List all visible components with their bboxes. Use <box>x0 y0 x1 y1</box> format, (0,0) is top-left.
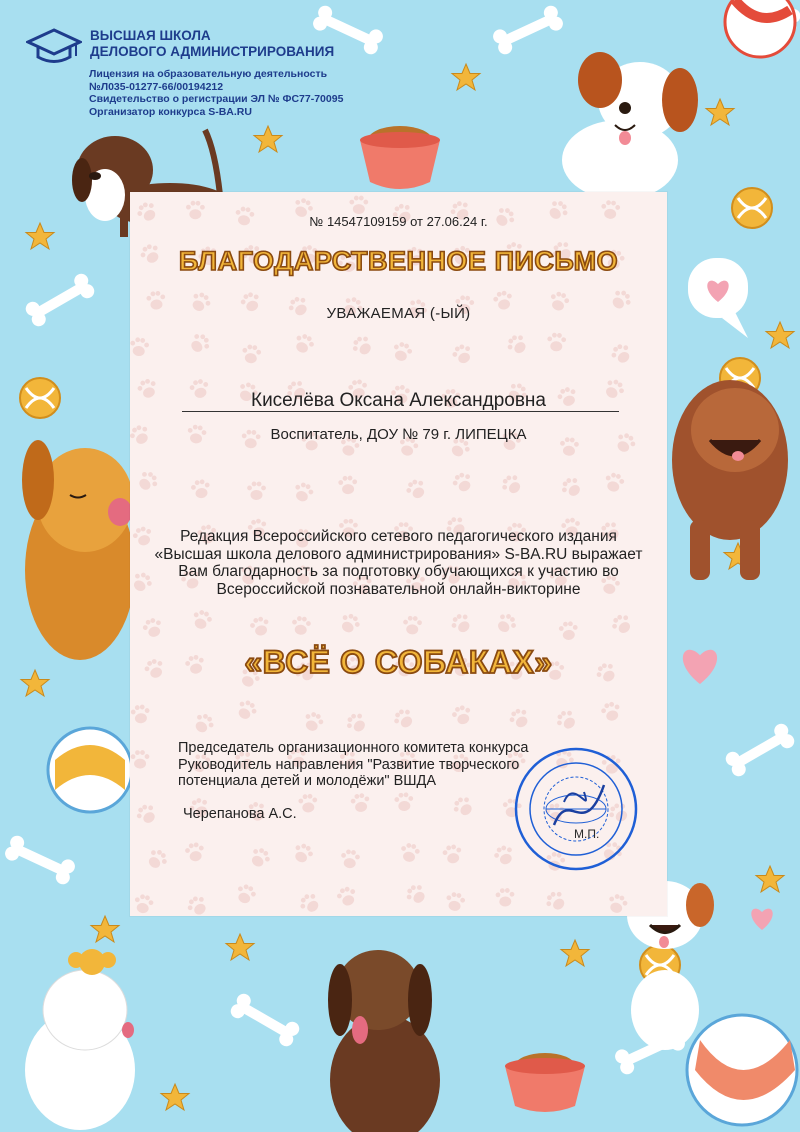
paw-icon <box>247 845 273 871</box>
paw-icon <box>450 793 476 819</box>
heart-icon <box>688 258 748 338</box>
paw-icon <box>450 703 474 726</box>
paw-icon <box>247 482 266 500</box>
paw-icon <box>184 841 206 862</box>
paw-icon <box>338 475 358 494</box>
recipient-name: Киселёва Оксана Александровна <box>251 390 546 411</box>
paw-icon <box>249 615 272 638</box>
bone-icon <box>23 271 97 329</box>
paw-icon <box>390 340 414 363</box>
recipient-position: Воспитатель, ДОУ № 79 г. ЛИПЕЦКА <box>270 426 527 443</box>
organization-name: ВЫСШАЯ ШКОЛА ДЕЛОВОГО АДМИНИСТРИРОВАНИЯ <box>90 28 335 59</box>
paw-icon <box>234 697 260 722</box>
organizer-text: Организатор конкурса S-BA.RU <box>89 105 252 118</box>
paw-icon <box>504 331 530 357</box>
paw-icon <box>291 615 312 635</box>
dog-icon <box>22 440 135 660</box>
dog-icon <box>672 380 788 580</box>
paw-icon <box>349 333 375 359</box>
ball-icon <box>20 378 60 418</box>
registration-text: Свидетельство о регистрации ЭЛ № ФС77-70095 <box>89 93 344 105</box>
bone-icon <box>491 3 565 56</box>
paw-icon <box>558 474 584 500</box>
signer-name: Черепанова А.С. <box>183 806 297 822</box>
signature-block <box>178 740 598 790</box>
paw-icon <box>403 476 429 501</box>
star-icon <box>254 126 282 152</box>
paw-icon <box>335 885 359 908</box>
paw-icon <box>234 882 258 906</box>
paw-icon <box>547 332 567 351</box>
signer-title-2: Руководитель направления "Развитие творческого <box>178 756 520 773</box>
food-bowl-icon <box>505 1053 585 1112</box>
paw-icon <box>184 893 210 916</box>
letter-body: Редакция Всероссийского сетевого педагогического издания «Высшая школа делового администрирования» S-BA.RU выражает Вам благодарность за подготовку обучающихся к участию во Всероссийской познавательной онлайн-викторине <box>154 528 643 598</box>
bone-icon <box>723 721 797 779</box>
star-icon <box>226 934 254 960</box>
paw-icon <box>609 611 635 637</box>
paw-icon <box>291 331 316 356</box>
star-icon <box>706 99 734 125</box>
paw-icon <box>507 706 533 732</box>
paw-icon <box>441 843 463 865</box>
license-number: №Л035-01277-66/00194212 <box>89 80 224 93</box>
star-icon <box>766 322 794 348</box>
paw-icon <box>553 707 579 733</box>
paw-icon <box>190 608 214 631</box>
paw-icon <box>130 704 151 724</box>
paw-icon <box>337 611 362 636</box>
paw-icon <box>608 341 634 367</box>
document-number: № 14547109159 от 27.06.24 г. <box>309 214 488 229</box>
paw-icon <box>391 706 417 732</box>
ball-icon <box>732 188 772 228</box>
star-icon <box>91 916 119 942</box>
star-icon <box>161 1084 189 1110</box>
graduation-cap-icon <box>26 26 82 66</box>
paw-icon <box>349 196 368 214</box>
paw-icon <box>144 846 170 872</box>
star-icon <box>452 64 480 90</box>
paw-icon <box>600 700 623 723</box>
paw-icon <box>444 891 466 912</box>
star-icon <box>21 670 49 696</box>
paw-icon <box>301 710 325 734</box>
paw-icon <box>134 801 160 827</box>
paw-icon <box>298 793 318 813</box>
paw-icon <box>130 336 150 357</box>
paw-icon <box>448 610 474 636</box>
paw-icon <box>394 792 414 812</box>
star-icon <box>561 940 589 966</box>
paw-icon <box>603 471 626 493</box>
salutation: УВАЖАЕМАЯ (-ЫЙ) <box>326 305 471 322</box>
paw-icon <box>131 750 150 768</box>
dog-icon <box>25 949 135 1130</box>
paw-icon <box>399 842 421 864</box>
paw-icon <box>493 610 519 636</box>
paw-icon <box>606 892 629 915</box>
paw-icon <box>403 881 429 907</box>
bone-icon <box>3 833 77 886</box>
organization-info <box>89 68 343 118</box>
paw-icon <box>343 710 369 736</box>
contest-name: «ВСЁ О СОБАКАХ» <box>244 644 553 680</box>
signer-title-1: Председатель организационного комитета конкурса <box>178 740 529 756</box>
paw-icon <box>450 342 475 367</box>
paw-icon <box>135 468 161 494</box>
license-text: Лицензия на образовательную деятельность <box>89 68 328 80</box>
paw-icon <box>241 344 262 365</box>
heart-icon <box>751 909 772 930</box>
paw-icon <box>290 841 315 866</box>
paw-icon <box>558 621 578 641</box>
paw-icon <box>499 471 525 497</box>
letter-panel <box>130 192 667 916</box>
paw-icon <box>350 792 372 813</box>
dog-icon <box>562 52 698 200</box>
paw-icon <box>492 843 517 867</box>
paw-icon <box>403 616 423 635</box>
paw-icon <box>543 888 569 914</box>
paw-icon <box>340 849 361 869</box>
dog-icon <box>328 950 440 1132</box>
paw-icon <box>187 330 213 356</box>
paw-icon <box>132 893 154 915</box>
bone-icon <box>228 991 302 1049</box>
heart-icon <box>683 650 717 684</box>
signer-title-3: потенциала детей и молодёжи" ВШДА <box>178 773 437 789</box>
paw-icon <box>141 616 165 640</box>
paw-icon <box>190 478 212 499</box>
paw-icon <box>291 480 315 504</box>
letter-title: БЛАГОДАРСТВЕННОЕ ПИСЬМО <box>178 246 619 276</box>
stamp-place-mark: М.П. <box>574 827 600 841</box>
paw-icon <box>297 890 323 916</box>
name-underline <box>182 411 619 412</box>
star-icon <box>26 223 54 249</box>
paw-icon <box>495 888 515 907</box>
star-icon <box>756 866 784 892</box>
paw-icon <box>450 470 475 495</box>
paw-icon <box>191 711 217 737</box>
food-bowl-icon <box>360 126 440 189</box>
